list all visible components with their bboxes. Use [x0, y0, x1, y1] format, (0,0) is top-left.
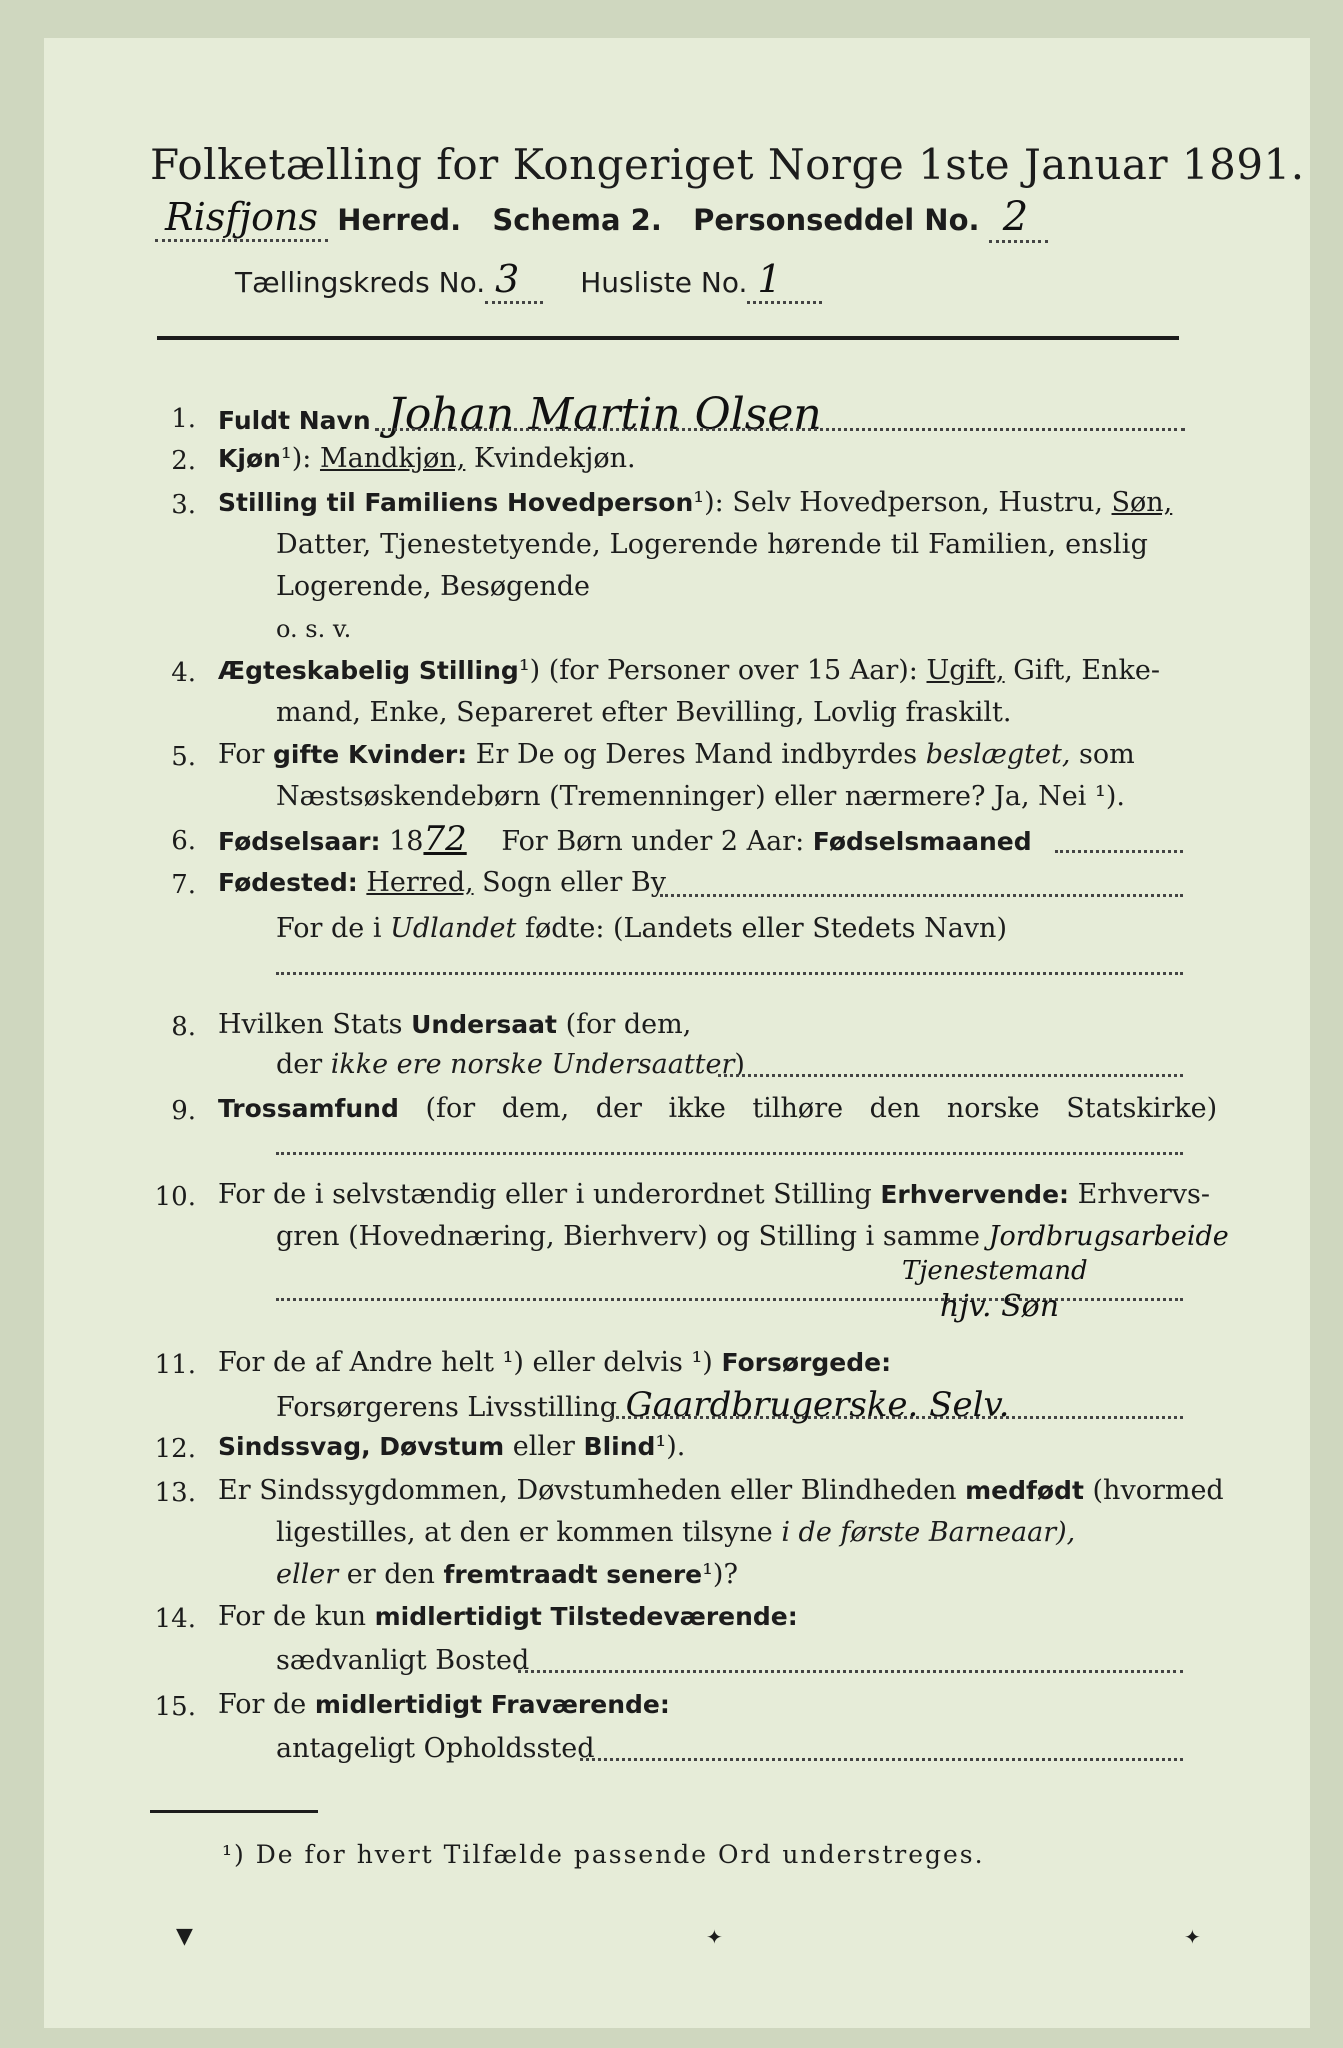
q8-label: Undersaat	[411, 1010, 557, 1039]
q1-dotted-line	[375, 428, 1185, 431]
q8-dotted-line	[718, 1074, 1183, 1077]
q2-sup: ¹):	[280, 443, 312, 474]
q11-label: Forsørgede:	[721, 1348, 892, 1377]
q4-text-1: ¹) (for Personer over 15 Aar):	[518, 655, 918, 686]
q11-value: Gaardbrugerske. Selv.	[625, 1385, 1010, 1425]
q5-number: 5.	[171, 742, 196, 772]
q2-number: 2.	[171, 446, 196, 476]
mark-center: ✦	[706, 1925, 723, 1949]
q11-line-1	[218, 1346, 891, 1380]
q6-row	[218, 819, 1032, 859]
footnote: ¹) De for hvert Tilfælde passende Ord understreges.	[222, 1840, 985, 1869]
q2-row	[218, 442, 636, 476]
q5-text-1: Er De og Deres Mand indbyrdes	[475, 739, 918, 770]
q10-text: Erhvervs-	[1077, 1179, 1211, 1210]
header-line-2	[235, 257, 822, 301]
q8-text: (for dem,	[565, 1009, 692, 1040]
q9-line	[218, 1092, 1217, 1126]
q12-number: 12.	[154, 1434, 196, 1464]
q3-option-son-selected: Søn,	[1111, 487, 1173, 518]
q13-line-1	[218, 1474, 1224, 1508]
q1-number: 1.	[171, 404, 196, 434]
q15-pre: For de	[218, 1689, 307, 1720]
personseddel-label: Personseddel No.	[693, 203, 980, 237]
q10-value-1: Jordbrugsarbeide	[988, 1221, 1229, 1252]
q13-text: (hvormed	[1092, 1475, 1224, 1506]
q10-line-1	[218, 1178, 1210, 1212]
q7-line-1	[218, 866, 666, 900]
q3-line-2: Datter, Tjenestetyende, Logerende hørende til Familien, enslig	[276, 529, 1149, 560]
q10-number: 10.	[154, 1182, 196, 1212]
q12-label-2: Blind	[583, 1432, 656, 1461]
herred-label: Herred.	[337, 203, 462, 237]
q8-number: 8.	[171, 1012, 196, 1042]
q2-label: Kjøn	[218, 444, 281, 473]
q7-rest: Sogn eller By	[482, 867, 666, 898]
header-line-1	[155, 194, 1048, 240]
q9-rest: (for dem, der ikke tilhøre den norske Statskirke)	[425, 1093, 1218, 1124]
mark-left: ▼	[176, 1924, 193, 1949]
q3-label: Stilling til Familiens Hovedperson	[218, 488, 694, 517]
husliste-label: Husliste No.	[580, 266, 748, 299]
q11-pre: For de af Andre helt ¹) eller delvis ¹)	[218, 1347, 713, 1378]
q8-line-2: der ikke ere norske Undersaatter)	[276, 1049, 745, 1080]
q2-option-kvindekjon: Kvindekjøn.	[473, 443, 636, 474]
q7-dotted-line-2	[276, 972, 1183, 975]
q7-l2-pre: For de i	[276, 913, 382, 944]
form-title: Folketælling for Kongeriget Norge 1ste Januar 1891.	[150, 140, 1305, 189]
q15-label: midlertidigt Fraværende:	[314, 1690, 670, 1719]
q13-line-3	[276, 1558, 738, 1592]
q2-option-mandkjon-selected: Mandkjøn,	[319, 443, 466, 474]
q13-line-2	[276, 1516, 1075, 1550]
q13-l2-italic: i de første Barneaar),	[781, 1517, 1076, 1548]
q4-line-1	[218, 654, 1160, 688]
footnote-rule	[150, 1810, 318, 1813]
q7-l2-rest: fødte: (Landets eller Stedets Navn)	[524, 913, 1007, 944]
q6-mid: For Børn under 2 Aar:	[501, 826, 805, 857]
q15-number: 15.	[154, 1692, 196, 1722]
husliste-value: 1	[747, 257, 821, 304]
q9-dotted-line	[276, 1152, 1183, 1155]
q14-label: midlertidigt Tilstedeværende:	[374, 1602, 798, 1631]
header-rule	[157, 336, 1179, 340]
q7-line-2	[276, 912, 1007, 946]
q10-value-2: Tjenestemand	[902, 1256, 1088, 1286]
herred-value: Risfjons	[155, 195, 328, 242]
q4-option-ugift-selected: Ugift,	[926, 655, 1005, 686]
q6-year-value: 72	[423, 819, 467, 859]
q9-label: Trossamfund	[218, 1094, 399, 1123]
q3-text-1: ¹): Selv Hovedperson, Hustru,	[693, 487, 1103, 518]
q12-label: Sindssvag, Døvstum	[218, 1432, 505, 1461]
q11-line-2	[276, 1385, 1010, 1425]
q6-number: 6.	[171, 826, 196, 856]
taellingskreds-label: Tællingskreds No.	[235, 266, 486, 299]
q15-line-2: antageligt Opholdssted	[276, 1733, 595, 1764]
q10-pre: For de i selvstændig eller i underordnet Stilling	[218, 1179, 872, 1210]
q14-dotted-line	[518, 1670, 1183, 1673]
q14-number: 14.	[154, 1604, 196, 1634]
q1-label: Fuldt Navn	[218, 406, 371, 435]
q3-line-3: Logerende, Besøgende	[276, 571, 590, 602]
q4-label: Ægteskabelig Stilling	[218, 656, 519, 685]
q13-number: 13.	[154, 1478, 196, 1508]
q10-l2: gren (Hovednæring, Bierhverv) og Stilling i samme	[276, 1221, 981, 1252]
q13-l3-italic: eller	[276, 1559, 339, 1590]
q12-mid: eller	[512, 1431, 575, 1462]
q6-dotted-line	[1055, 850, 1183, 853]
q5-pre: For	[218, 739, 265, 770]
q6-year-prefix: 18	[389, 826, 424, 857]
q3-number: 3.	[171, 490, 196, 520]
q12-end: ¹).	[655, 1431, 686, 1462]
q3-line-1	[218, 486, 1172, 520]
q9-number: 9.	[171, 1096, 196, 1126]
schema-label: Schema 2.	[492, 203, 662, 237]
mark-right: ✦	[1184, 1925, 1201, 1949]
q7-label: Fødested:	[218, 868, 358, 897]
q13-l3-end: ¹)?	[702, 1559, 738, 1590]
q5-label: gifte Kvinder:	[273, 740, 468, 769]
q13-label-2: fremtraadt senere	[443, 1560, 703, 1589]
q4-line-2: mand, Enke, Separeret efter Bevilling, Lovlig fraskilt.	[276, 697, 1012, 728]
personseddel-value: 2	[989, 194, 1048, 243]
q10-value-3: hjv. Søn	[940, 1289, 1060, 1324]
q13-label: medfødt	[965, 1476, 1084, 1505]
taellingskreds-value: 3	[485, 257, 543, 304]
q6-label: Fødselsaar:	[218, 827, 381, 856]
q6-label-2: Fødselsmaaned	[812, 827, 1032, 856]
q15-line-1	[218, 1688, 670, 1722]
q11-number: 11.	[154, 1350, 196, 1380]
q14-pre: For de kun	[218, 1601, 366, 1632]
q5-line-2: Næstsøskendebørn (Tremenninger) eller nærmere? Ja, Nei ¹).	[276, 781, 1125, 812]
q7-number: 7.	[171, 870, 196, 900]
q14-line-2: sædvanligt Bosted	[276, 1645, 530, 1676]
q5-line-1	[218, 738, 1135, 772]
q4-number: 4.	[171, 658, 196, 688]
q7-l2-italic: Udlandet	[390, 913, 517, 944]
q10-label: Erhvervende:	[880, 1180, 1070, 1209]
q13-l2: ligestilles, at den er kommen tilsyne	[276, 1517, 773, 1548]
q11-dotted-line	[610, 1416, 1183, 1419]
q3-line-4: o. s. v.	[276, 615, 352, 643]
q8-line-1	[218, 1008, 691, 1042]
q5-text-italic: beslægtet,	[925, 739, 1071, 770]
q5-text-2: som	[1079, 739, 1135, 770]
q7-option-herred-selected: Herred,	[366, 867, 474, 898]
q13-l3: er den	[346, 1559, 435, 1590]
q8-l2-italic: ikke ere norske Undersaatter	[330, 1049, 735, 1080]
q15-dotted-line	[580, 1758, 1183, 1761]
q1-row	[218, 389, 822, 440]
q4-text-2: Gift, Enke-	[1013, 655, 1160, 686]
q7-dotted-line-1	[660, 894, 1183, 897]
q1-value: Johan Martin Olsen	[387, 389, 822, 440]
q8-pre: Hvilken Stats	[218, 1009, 403, 1040]
q11-l2: Forsørgerens Livsstilling	[276, 1392, 618, 1423]
q14-line-1	[218, 1600, 798, 1634]
q10-line-2	[276, 1220, 1229, 1254]
q12-line	[218, 1430, 685, 1464]
q8-l2-pre: der	[276, 1049, 323, 1080]
q13-pre: Er Sindssygdommen, Døvstumheden eller Blindheden	[218, 1475, 957, 1506]
